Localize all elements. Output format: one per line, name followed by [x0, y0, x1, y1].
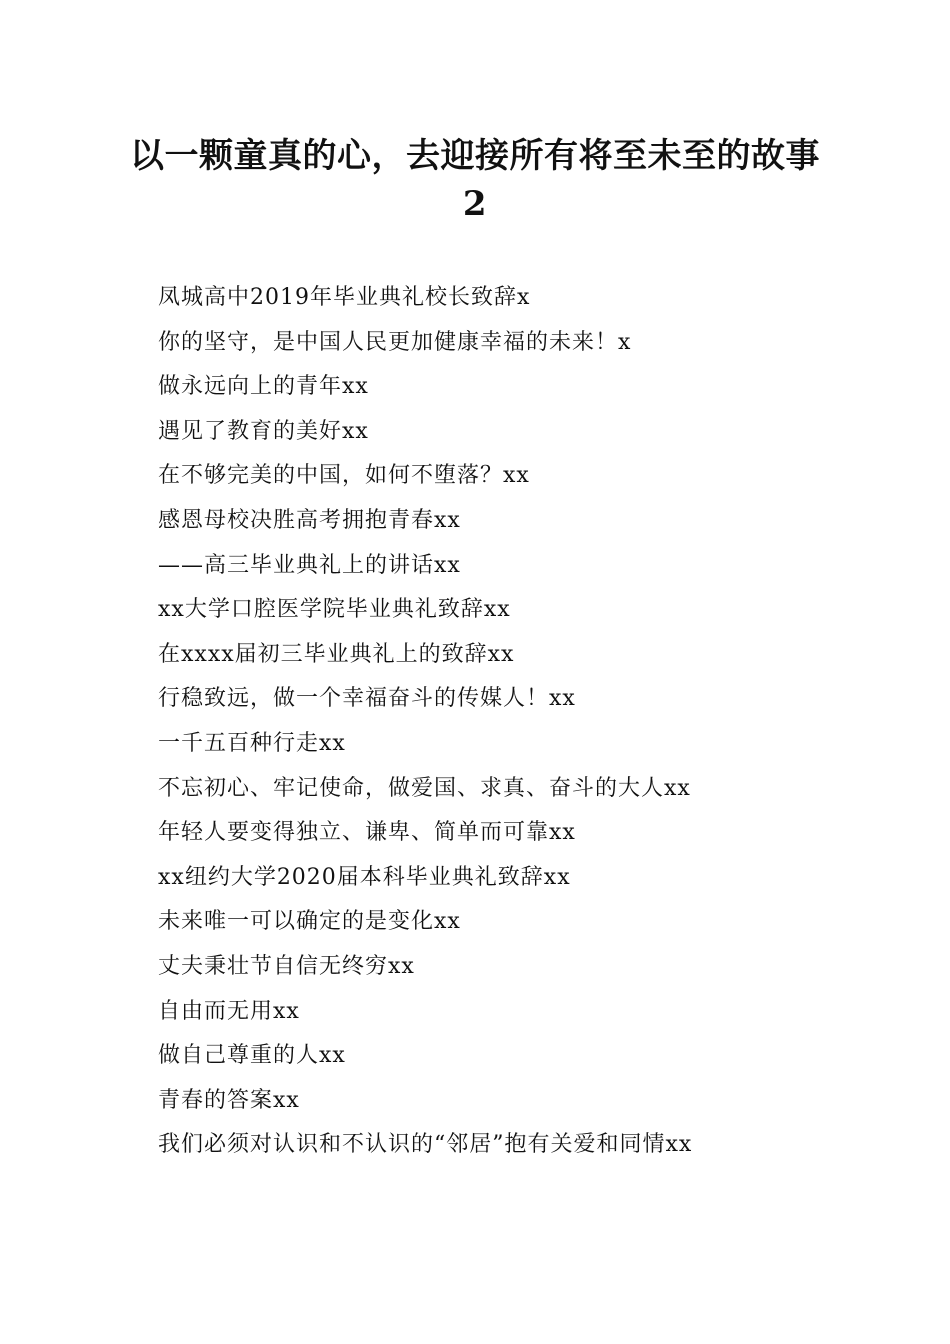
list-item: 丈夫秉壮节自信无终穷xx: [158, 953, 415, 979]
document-title: [80, 132, 870, 228]
list-item: 在xxxx届初三毕业典礼上的致辞xx: [158, 641, 515, 667]
list-item: 做自己尊重的人xx: [158, 1043, 346, 1069]
list-item: 自由而无用xx: [158, 998, 300, 1024]
list-item: 青春的答案xx: [158, 1087, 300, 1113]
list-item: 年轻人要变得独立、谦卑、简单而可靠xx: [158, 820, 576, 846]
list-item: 不忘初心、牢记使命，做爱国、求真、奋斗的大人xx: [158, 775, 691, 801]
list-item: 你的坚守，是中国人民更加健康幸福的未来！x: [158, 329, 632, 355]
list-item: 在不够完美的中国，如何不堕落？xx: [158, 463, 530, 489]
title-line-2: 2: [462, 184, 488, 224]
list-item: 做永远向上的青年xx: [158, 374, 369, 400]
list-item: 凤城高中2019年毕业典礼校长致辞x: [158, 285, 531, 310]
entry-list: [158, 276, 878, 1168]
list-item: 未来唯一可以确定的是变化xx: [158, 909, 461, 935]
list-item: 一千五百种行走xx: [158, 730, 346, 756]
list-item: xx纽约大学2020届本科毕业典礼致辞xx: [158, 864, 571, 890]
list-item: 感恩母校决胜高考拥抱青春xx: [158, 507, 461, 533]
list-item: ——高三毕业典礼上的讲话xx: [158, 552, 461, 578]
list-item: 遇见了教育的美好xx: [158, 418, 369, 444]
title-line-1: 以一颗童真的心，去迎接所有将至未至的故事: [130, 136, 820, 176]
list-item: 我们必须对认识和不认识的“邻居”抱有关爱和同情xx: [158, 1132, 693, 1158]
list-item: 行稳致远，做一个幸福奋斗的传媒人！xx: [158, 686, 576, 712]
list-item: xx大学口腔医学院毕业典礼致辞xx: [158, 597, 511, 623]
